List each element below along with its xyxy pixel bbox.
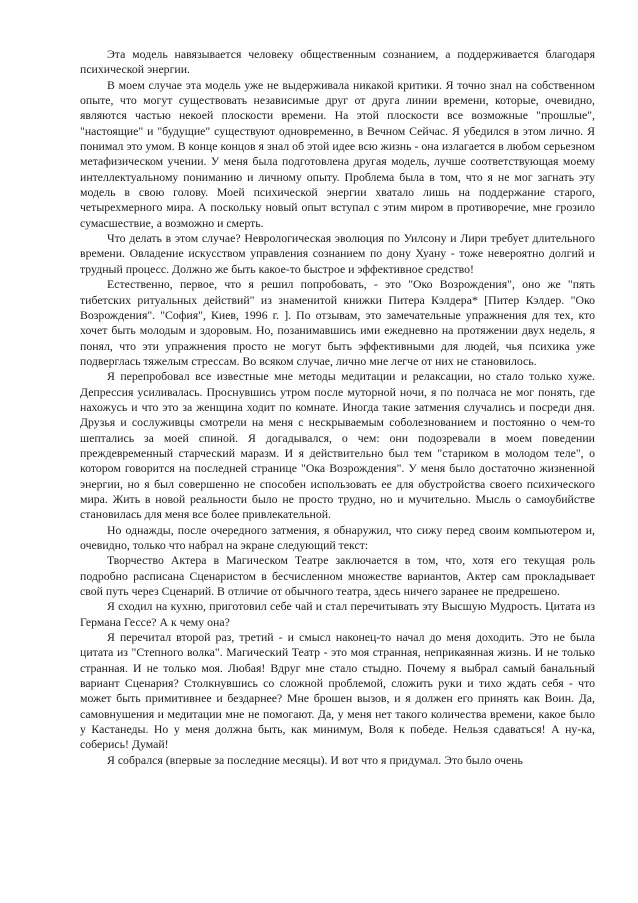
paragraph-9: Я перечитал второй раз, третий - и смысл наконец-то начал до меня доходить. Это не была цитата из "Степного волка". Магический Театр - это моя странная, неприкаянная жизнь. И не только странная. И не только моя. Любая! Вдруг мне стало стыдно. Почему я выбрал самый банальный вариант Сценария? Столкнувшись со сложной проблемой, сложить руки и тихо ждать себя - что может быть примитивнее и бездарнее? Мне брошен вызов, и я должен его принять как Воин. Да, самовнушения и медитации мне не помогают. Да, у меня нет такого количества времени, какое было у Кастанеды. Но у меня должна быть, как минимум, Воля к победе. Нельзя сдаваться! А ну-ка, соберись! Думай! [80, 630, 595, 752]
paragraph-5: Я перепробовал все известные мне методы медитации и релаксации, но стало только хуже. Депрессия усиливалась. Проснувшись утром после муторной ночи, я по полчаса не мог понять, где нахожусь и что это за женщина ходит по комнате. Иногда такие затмения случались и посреди дня. Друзья и сослуживцы смотрели на меня с нескрываемым соболезнованием и постоянно о чем-то шептались за моей спиной. Я догадывался, о чем: они подозревали в моем поведении преждевременный старческий маразм. И я действительно был тем "стариком в молодом теле", о котором говорится на последней странице "Ока Возрождения". У меня было достаточно жизненной энергии, но я был совершенно не способен использовать ее для обустройства своего психического мира. Жить в новой реальности было не просто трудно, но и мучительно. Мысль о самоубийстве становилась для меня все более привлекательной. [80, 369, 595, 522]
paragraph-8: Я сходил на кухню, приготовил себе чай и стал перечитывать эту Высшую Мудрость. Цитата из Германа Гессе? А к чему она? [80, 599, 595, 629]
paragraph-1: Эта модель навязывается человеку общественным сознанием, а поддерживается благодаря психической энергии. [80, 47, 595, 77]
paragraph-3: Что делать в этом случае? Неврологическая эволюция по Уилсону и Лири требует длительного времени. Овладение искусством управления сознанием по дону Хуану - тоже невероятно долгий и трудный процесс. Должно же быть какое-то быстрое и эффективное средство! [80, 231, 595, 276]
paragraph-2: В моем случае эта модель уже не выдерживала никакой критики. Я точно знал на собственном опыте, что могут существовать независимые друг от друга линии времени, которые, очевидно, являются частью некоей плоскости времени. На этой плоскости все возможные "прошлые", "настоящие" и "будущие" существуют одновременно, в Вечном Сейчас. Я убедился в этом лично. Я понимал это умом. В конце концов я знал об этой идее всю жизнь - она излагается в любом серьезном метафизическом учении. У меня была подготовлена другая модель, лучше соответствующая моему интеллектуальному пониманию и личному опыту. Проблема была в том, что я не мог загнать эту модель в свою голову. Моей психической энергии хватало лишь на поддержание старого, четырехмерного мира. А поскольку новый опыт вступал с этим миром в противоречие, мне грозило сумасшествие, а возможно и смерть. [80, 77, 595, 230]
paragraph-7: Творчество Актера в Магическом Театре заключается в том, что, хотя его текущая роль подробно расписана Сценаристом в бесчисленном множестве вариантов, Актер сам прокладывает свой путь через Сценарий. В отличие от обычного театра, здесь ничего заранее не предрешено. [80, 553, 595, 599]
document-text [80, 47, 595, 768]
paragraph-10: Я собрался (впервые за последние месяцы). И вот что я придумал. Это было очень [107, 752, 523, 767]
paragraph-6: Но однажды, после очередного затмения, я обнаружил, что сижу перед своим компьютером и, очевидно, только что набрал на экране следующий текст: [80, 522, 595, 552]
paragraph-4: Естественно, первое, что я решил попробовать, - это "Око Возрождения", оно же "пять тибетских ритуальных действий" из знаменитой книжки Питера Кэлдера* [Питер Кэлдер. "Око Возрождения". "София", Киев, 1996 г. ]. По отзывам, это замечательные упражнения для тех, кто хочет быть молодым и здоровым. Но, позанимавшись ими ежедневно на протяжении двух недель, я понял, что эти упражнения просто не могут быть эффективными для людей, чья психика уже подверглась тяжелым стрессам. Во всяком случае, лично мне легче от них не становилось. [80, 277, 595, 368]
